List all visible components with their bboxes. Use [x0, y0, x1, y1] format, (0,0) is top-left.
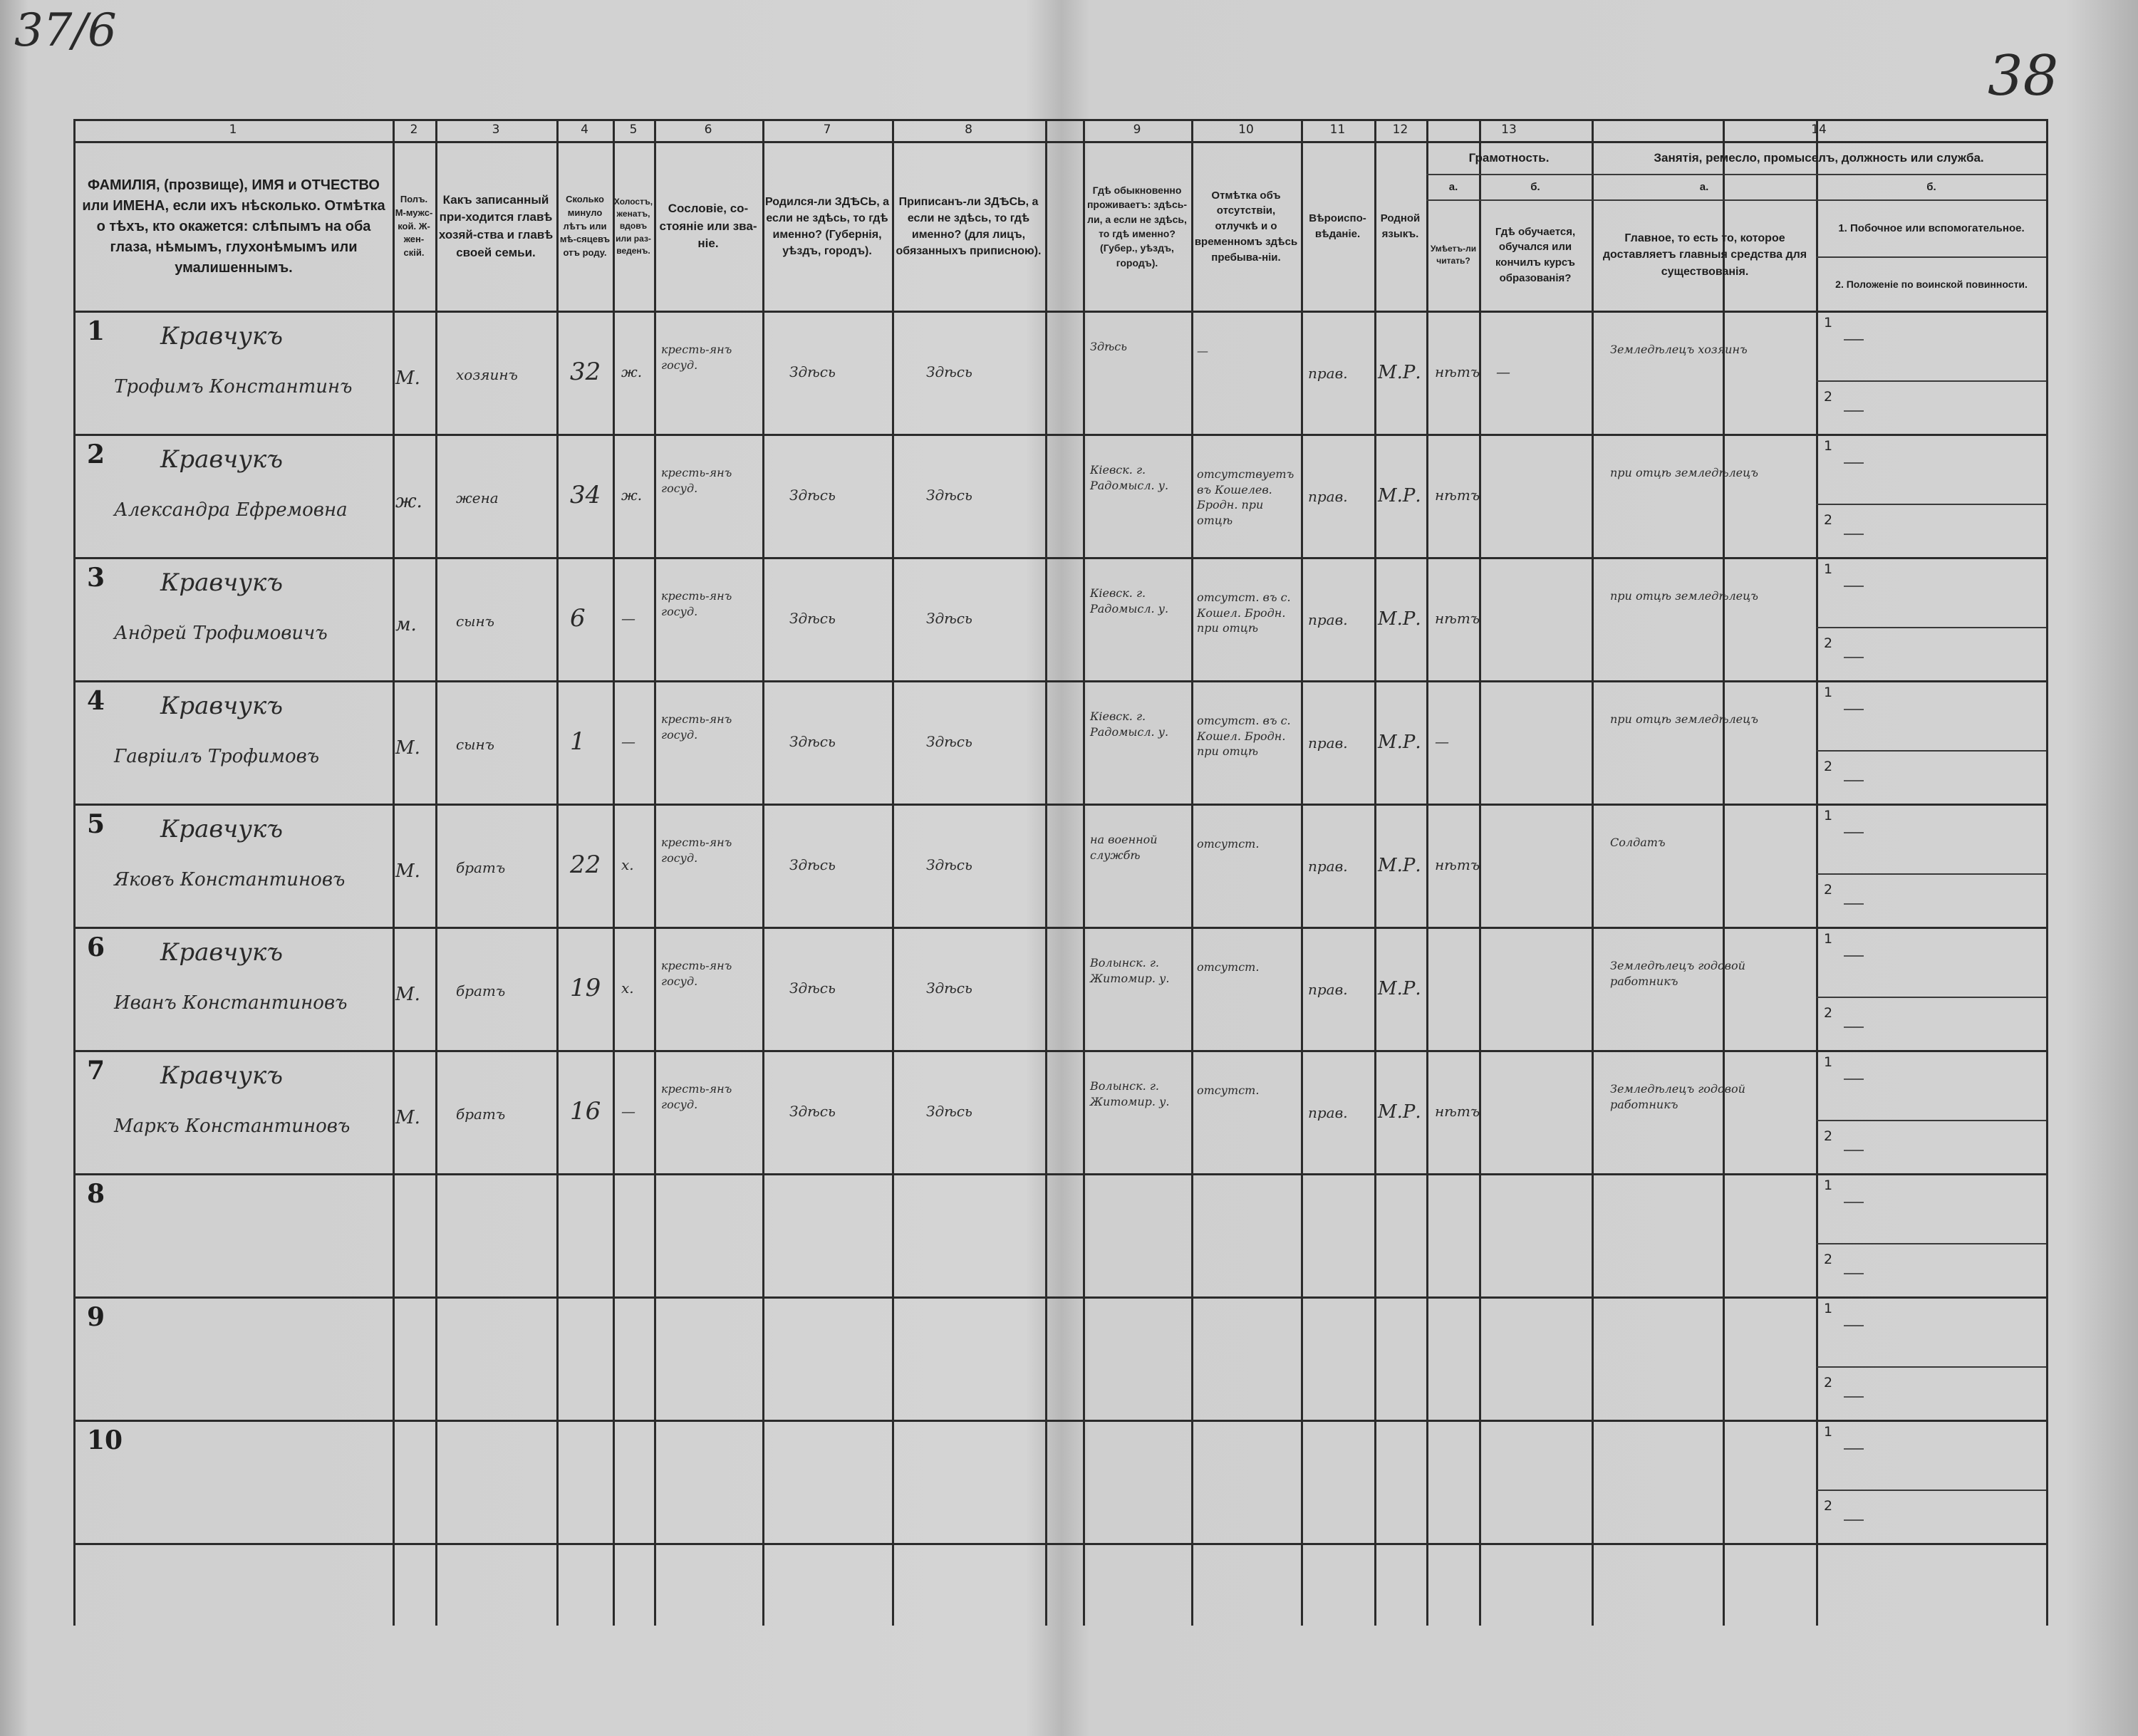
occupation-value: Земледѣлецъ годовой работникъ [1610, 959, 1745, 988]
sex-value: М. [395, 368, 420, 389]
military-status-label: 2 [1824, 1128, 1833, 1144]
religion-value: прав. [1308, 611, 1348, 628]
estate-value: кресть-янъ госуд. [661, 589, 732, 618]
col-number-14: 14 [1811, 123, 1827, 137]
row-number: 9 [87, 1302, 105, 1332]
empty-dash [1844, 1026, 1864, 1028]
reads-value: нѣтъ [1435, 856, 1480, 873]
header-religion: Вѣроиспо-вѣданіе. [1309, 212, 1366, 240]
side-occupation-label: 1 [1824, 561, 1833, 577]
sex-value: м. [395, 614, 417, 635]
reads-value: нѣтъ [1435, 363, 1480, 380]
header-occupation-a-letter: а. [1699, 181, 1709, 194]
row-number: 5 [87, 809, 105, 839]
given-name: Трофимъ Константинъ [114, 376, 353, 397]
col-number-8: 8 [965, 123, 972, 137]
marital-value: — [621, 610, 635, 627]
estate-value: кресть-янъ госуд. [661, 959, 732, 988]
surname: Кравчукъ [160, 1061, 283, 1090]
age-value: 1 [570, 727, 586, 756]
header-marital: Холостъ, женатъ, вдовъ или раз-веденъ. [613, 196, 653, 256]
registered-value: Здѣсь [926, 1103, 972, 1120]
absence-value: отсутст. [1197, 1083, 1260, 1097]
age-value: 16 [570, 1097, 601, 1126]
marital-value: ж. [621, 363, 643, 380]
empty-dash [1844, 955, 1864, 957]
language-value: М.Р. [1378, 732, 1421, 753]
empty-dash [1844, 1519, 1864, 1521]
empty-dash [1844, 709, 1864, 710]
header-education: Гдѣ обучается, обучался или кончилъ курсъ образованія? [1495, 225, 1576, 284]
registered-value: Здѣсь [926, 610, 972, 627]
header-literacy-a-letter: а. [1448, 181, 1458, 194]
born-value: Здѣсь [789, 979, 836, 997]
reads-value: нѣтъ [1435, 610, 1480, 627]
military-status-label: 2 [1824, 1375, 1833, 1391]
absence-value: — [1197, 344, 1208, 358]
side-occupation-label: 1 [1824, 685, 1833, 700]
header-absence: Отмѣтка объ отсутствіи, отлучкѣ и о временномъ здѣсь пребыва-ніи. [1194, 189, 1298, 264]
born-value: Здѣсь [789, 1103, 836, 1120]
header-sex: Полъ. М-мужс-кой. Ж-жен-скій. [395, 193, 433, 259]
military-status-label: 2 [1824, 389, 1833, 405]
header-occupation: Занятія, ремесло, промыселъ, должность или служба. [1654, 150, 1984, 165]
absence-value: отсутст. [1197, 960, 1260, 974]
surname: Кравчукъ [160, 445, 283, 474]
estate-value: кресть-янъ госуд. [661, 466, 732, 495]
col-number-6: 6 [704, 123, 712, 137]
relation-value: сынъ [456, 736, 494, 753]
header-language: Родной языкъ. [1380, 212, 1421, 240]
given-name: Андрей Трофимовичъ [114, 623, 328, 644]
relation-value: братъ [456, 1106, 506, 1123]
resides-value: Здѣсь [1090, 340, 1127, 353]
col-number-12: 12 [1392, 123, 1408, 137]
reads-value: — [1435, 733, 1449, 750]
language-value: М.Р. [1378, 485, 1421, 506]
header-military-status: 2. Положеніе по воинской повинности. [1835, 278, 2028, 290]
marital-value: ж. [621, 487, 643, 504]
resides-value: Волынск. г. Житомир. у. [1090, 1079, 1170, 1108]
registered-value: Здѣсь [926, 363, 972, 380]
col-number-2: 2 [410, 123, 418, 137]
empty-dash [1844, 410, 1864, 412]
empty-dash [1844, 586, 1864, 587]
side-occupation-label: 1 [1824, 1178, 1833, 1193]
row-number: 4 [87, 686, 105, 716]
language-value: М.Р. [1378, 855, 1421, 876]
language-value: М.Р. [1378, 978, 1421, 999]
col-number-3: 3 [492, 123, 500, 137]
side-occupation-label: 1 [1824, 1054, 1833, 1070]
archive-number-right: 38 [1988, 44, 2059, 108]
empty-dash [1844, 1325, 1864, 1326]
resides-value: Кіевск. г. Радомысл. у. [1090, 586, 1169, 615]
col-number-11: 11 [1329, 123, 1346, 137]
registered-value: Здѣсь [926, 487, 972, 504]
occupation-value: при отцѣ земледѣлецъ [1610, 712, 1758, 726]
age-value: 32 [570, 358, 601, 386]
side-occupation-label: 1 [1824, 1424, 1833, 1440]
estate-value: кресть-янъ госуд. [661, 836, 732, 865]
military-status-label: 2 [1824, 1498, 1833, 1514]
col-number-9: 9 [1133, 123, 1141, 137]
military-status-label: 2 [1824, 512, 1833, 528]
side-occupation-label: 1 [1824, 808, 1833, 823]
age-value: 19 [570, 974, 601, 1002]
education-value: — [1496, 363, 1510, 380]
religion-value: прав. [1308, 1104, 1348, 1121]
col-number-7: 7 [823, 123, 831, 137]
empty-dash [1844, 534, 1864, 535]
marital-value: х. [621, 979, 634, 997]
absence-value: отсутствуетъ въ Кошелев. Бродн. при отцѣ [1197, 467, 1294, 527]
header-estate: Сословіе, со-стояніе или зва-ніе. [659, 202, 757, 251]
reads-value: нѣтъ [1435, 487, 1480, 504]
resides-value: Кіевск. г. Радомысл. у. [1090, 710, 1169, 739]
side-occupation-label: 1 [1824, 1301, 1833, 1316]
col-number-13: 13 [1501, 123, 1517, 137]
surname: Кравчукъ [160, 322, 283, 350]
surname: Кравчукъ [160, 692, 283, 720]
empty-dash [1844, 1396, 1864, 1398]
given-name: Иванъ Константиновъ [114, 992, 348, 1014]
estate-value: кресть-янъ госуд. [661, 712, 732, 742]
row-number: 7 [87, 1056, 105, 1086]
empty-dash [1844, 1078, 1864, 1080]
relation-value: братъ [456, 859, 506, 876]
age-value: 22 [570, 851, 601, 879]
sex-value: М. [395, 737, 420, 759]
side-occupation-label: 1 [1824, 315, 1833, 331]
col-number-1: 1 [229, 123, 237, 137]
marital-value: х. [621, 856, 634, 873]
relation-value: жена [456, 489, 499, 506]
header-can-read: Умѣетъ-ли читать? [1430, 243, 1477, 266]
reads-value: нѣтъ [1435, 1103, 1480, 1120]
age-value: 6 [570, 604, 586, 633]
row-number: 3 [87, 563, 105, 593]
empty-dash [1844, 1202, 1864, 1203]
sex-value: М. [395, 1107, 420, 1128]
empty-dash [1844, 832, 1864, 833]
header-main-occupation: Главное, то есть то, которое доставляетъ главныя средства для существованія. [1602, 232, 1807, 278]
col-number-10: 10 [1238, 123, 1254, 137]
header-age: Сколько минуло лѣтъ или мѣ-сяцевъ отъ роду. [559, 193, 611, 259]
marital-value: — [621, 1103, 635, 1120]
born-value: Здѣсь [789, 610, 836, 627]
estate-value: кресть-янъ госуд. [661, 1082, 732, 1111]
religion-value: прав. [1308, 858, 1348, 875]
resides-value: Кіевск. г. Радомысл. у. [1090, 463, 1169, 492]
occupation-value: Земледѣлецъ хозяинъ [1610, 343, 1748, 356]
religion-value: прав. [1308, 365, 1348, 382]
col-number-4: 4 [581, 123, 588, 137]
military-status-label: 2 [1824, 1252, 1833, 1267]
occupation-value: Солдатъ [1610, 836, 1666, 849]
archive-number-left: 37/6 [14, 4, 117, 57]
empty-dash [1844, 780, 1864, 781]
empty-dash [1844, 1150, 1864, 1151]
religion-value: прав. [1308, 734, 1348, 752]
absence-value: отсутст. [1197, 837, 1260, 851]
sex-value: ж. [395, 491, 422, 512]
military-status-label: 2 [1824, 882, 1833, 898]
marital-value: — [621, 733, 635, 750]
resides-value: на военной службѣ [1090, 833, 1158, 862]
absence-value: отсутст. въ с. Кошел. Бродн. при отцѣ [1197, 714, 1291, 759]
military-status-label: 2 [1824, 759, 1833, 774]
language-value: М.Р. [1378, 608, 1421, 630]
born-value: Здѣсь [789, 856, 836, 873]
occupation-value: Земледѣлецъ годовой работникъ [1610, 1082, 1745, 1111]
empty-dash [1844, 657, 1864, 658]
header-birthplace: Родился-ли ЗДѢСЬ, а если не здѣсь, то гдѣ именно? (Губернія, уѣздъ, городъ). [765, 195, 889, 258]
empty-dash [1844, 903, 1864, 905]
surname: Кравчукъ [160, 815, 283, 843]
side-occupation-label: 1 [1824, 438, 1833, 454]
header-relation: Какъ записанный при-ходится главѣ хозяй-ства и главѣ своей семьи. [438, 192, 554, 259]
born-value: Здѣсь [789, 363, 836, 380]
religion-value: прав. [1308, 488, 1348, 505]
surname: Кравчукъ [160, 568, 283, 597]
row-number: 2 [87, 440, 105, 469]
header-residence: Гдѣ обыкновенно проживаетъ: здѣсь-ли, а если не здѣсь, то гдѣ именно? (Губер., уѣздъ, городъ). [1086, 184, 1188, 269]
surname: Кравчукъ [160, 938, 283, 967]
row-number: 8 [87, 1179, 105, 1209]
occupation-value: при отцѣ земледѣлецъ [1610, 466, 1758, 479]
given-name: Александра Ефремовна [114, 499, 348, 521]
given-name: Гавріилъ Трофимовъ [114, 746, 320, 767]
header-literacy-b-letter: б. [1530, 181, 1540, 194]
sex-value: М. [395, 861, 420, 882]
header-occupation-b-letter: б. [1926, 181, 1936, 194]
relation-value: братъ [456, 982, 506, 999]
occupation-value: при отцѣ земледѣлецъ [1610, 589, 1758, 603]
given-name: Яковъ Константиновъ [114, 869, 346, 890]
sex-value: М. [395, 984, 420, 1005]
row-number: 10 [87, 1425, 123, 1455]
born-value: Здѣсь [789, 487, 836, 504]
empty-dash [1844, 462, 1864, 464]
col-number-5: 5 [629, 123, 638, 137]
registered-value: Здѣсь [926, 733, 972, 750]
header-name: ФАМИЛІЯ, (прозвище), ИМЯ и ОТЧЕСТВО или ИМЕНА, если ихъ нѣсколько. Отмѣтка о тѣхъ, кто окажется: слѣпымъ на оба глаза, нѣмымъ, глухонѣмымъ или умалишеннымъ. [82, 177, 385, 276]
row-number: 1 [87, 316, 105, 346]
empty-dash [1844, 1448, 1864, 1450]
language-value: М.Р. [1378, 1101, 1421, 1123]
registered-value: Здѣсь [926, 856, 972, 873]
language-value: М.Р. [1378, 362, 1421, 383]
military-status-label: 2 [1824, 635, 1833, 651]
given-name: Маркъ Константиновъ [114, 1116, 351, 1137]
born-value: Здѣсь [789, 733, 836, 750]
relation-value: хозяинъ [456, 366, 518, 383]
empty-dash [1844, 339, 1864, 341]
row-number: 6 [87, 932, 105, 962]
header-literacy: Грамотность. [1468, 150, 1550, 165]
age-value: 34 [570, 481, 601, 509]
religion-value: прав. [1308, 981, 1348, 998]
resides-value: Волынск. г. Житомир. у. [1090, 956, 1170, 985]
military-status-label: 2 [1824, 1005, 1833, 1021]
absence-value: отсутст. въ с. Кошел. Бродн. при отцѣ [1197, 591, 1291, 635]
registered-value: Здѣсь [926, 979, 972, 997]
header-side-occupation: 1. Побочное или вспомогательное. [1838, 222, 2025, 235]
relation-value: сынъ [456, 613, 494, 630]
empty-dash [1844, 1273, 1864, 1274]
estate-value: кресть-янъ госуд. [661, 343, 732, 372]
side-occupation-label: 1 [1824, 931, 1833, 947]
header-registered: Приписанъ-ли ЗДѢСЬ, а если не здѣсь, то гдѣ именно? (для лицъ, обязанныхъ приписною). [896, 195, 1042, 258]
